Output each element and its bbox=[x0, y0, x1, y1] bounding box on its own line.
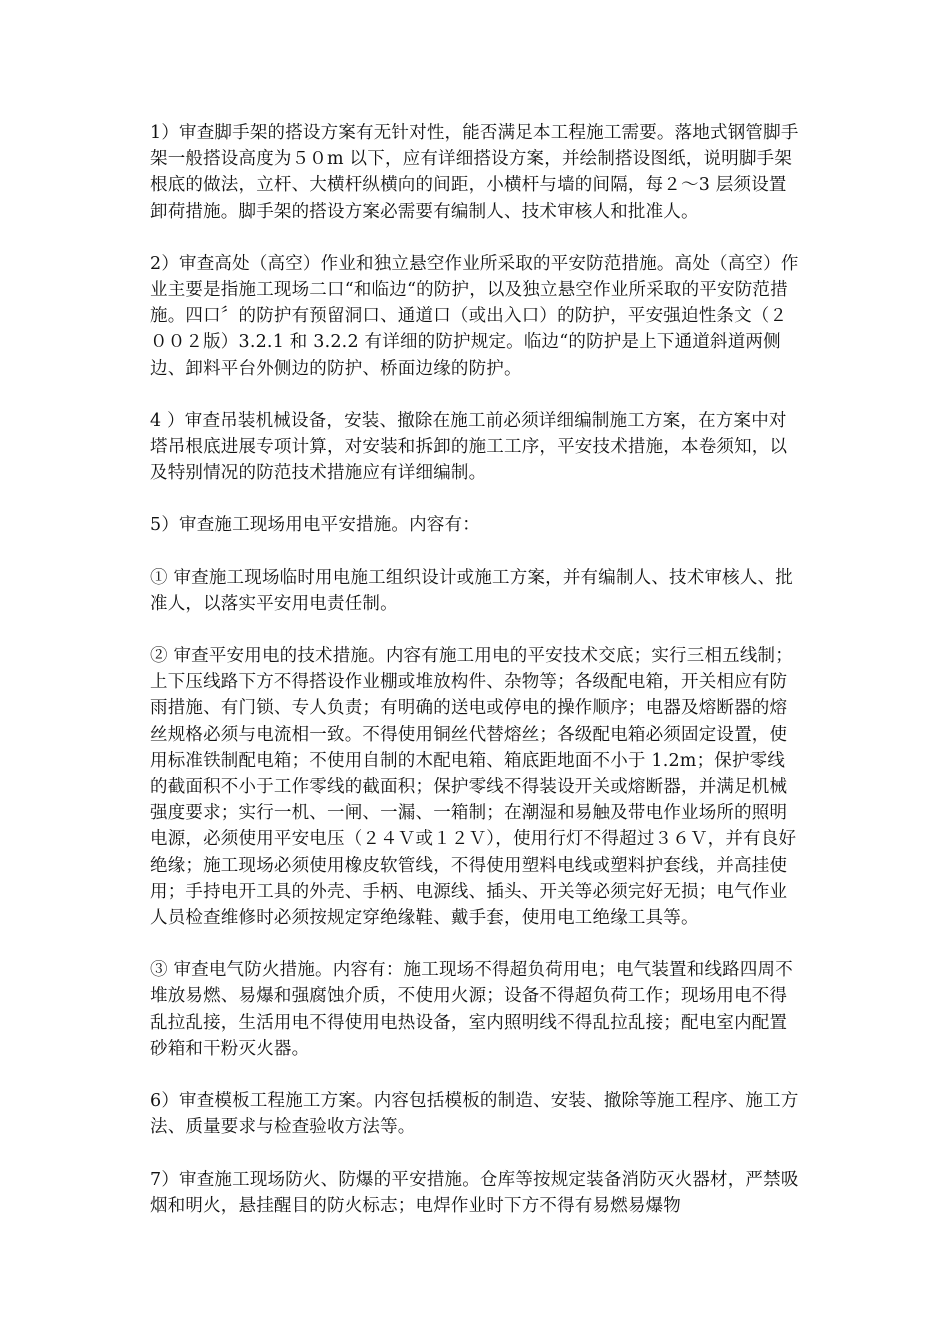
paragraph-high-altitude: 2）审查高处（高空）作业和独立悬空作业所采取的平安防范措施。高处（高空）作业主要是指施工现场二口“和临边“的防护，以及独立悬空作业所采取的平安防范措施。四口〞的防护有预留洞口、通道口（或出入口）的防护，平安强迫性条文（２００２版）3.2.1 和 3.2.2 有详细的防护规定。临边“的防护是上下通道斜道两侧边、卸料平台外侧边的防护、桥面边缘的防护。 bbox=[150, 253, 799, 379]
paragraph-formwork: 6）审查模板工程施工方案。内容包括模板的制造、安装、撤除等施工程序、施工方法、质量要求与检查验收方法等。 bbox=[150, 1091, 799, 1138]
paragraph-electrical-technical: ② 审查平安用电的技术措施。内容有施工用电的平安技术交底；实行三相五线制；上下压线路下方不得搭设作业棚或堆放构件、杂物等；各级配电箱，开关相应有防雨措施、有门锁、专人负责；有明确的送电或停电的操作顺序；电器及熔断器的熔丝规格必须与电流相一致。不得使用铜丝代替熔丝；各级配电箱必须固定设置，使用标准铁制配电箱；不使用自制的木配电箱、箱底距地面不小于 1.2m；保护零线的截面积不小于工作零线的截面积；保护零线不得装设开关或熔断器，并满足机械强度要求；实行一机、一闸、一漏、一箱制；在潮湿和易触及带电作业场所的照明电源，必须使用平安电压（２４Ｖ或１２Ｖ），使用行灯不得超过３６Ｖ，并有良好绝缘；施工现场必须使用橡皮软管线，不得使用塑料电线或塑料护套线，并高挂使用；手持电开工具的外壳、手柄、电源线、插头、开关等必须完好无损；电气作业人员检查维修时必须按规定穿绝缘鞋、戴手套，使用电工绝缘工具等。 bbox=[150, 646, 797, 929]
paragraph-electrical-fire: ③ 审查电气防火措施。内容有：施工现场不得超负荷用电；电气装置和线路四周不堆放易燃、易爆和强腐蚀介质，不使用火源；设备不得超负荷工作；现场用电不得乱拉乱接，生活用电不得使用电热设备，室内照明线不得乱拉乱接；配电室内配置砂箱和干粉灭火器。 bbox=[150, 960, 793, 1059]
paragraph-temporary-power: ① 审查施工现场临时用电施工组织设计或施工方案，并有编制人、技术审核人、批准人，以落实平安用电责任制。 bbox=[150, 567, 793, 614]
paragraph-fire-explosion: 7）审查施工现场防火、防爆的平安措施。仓库等按规定装备消防灭火器材，严禁吸烟和明火，悬挂醒目的防火标志；电焊作业时下方不得有易燃易爆物 bbox=[150, 1169, 799, 1216]
paragraph-electrical-safety-heading: 5）审查施工现场用电平安措施。内容有： bbox=[150, 515, 480, 536]
paragraph-lifting-machinery: 4 ）审查吊装机械设备，安装、撤除在施工前必须详细编制施工方案，在方案中对塔吊根底进展专项计算，对安装和拆卸的施工工序，平安技术措施，本卷须知，以及特别情况的防范技术措施应有详细编制。 bbox=[150, 410, 788, 484]
paragraph-scaffolding: 1）审查脚手架的搭设方案有无针对性，能否满足本工程施工需要。落地式钢管脚手架一般搭设高度为５０m 以下，应有详细搭设方案，并绘制搭设图纸，说明脚手架根底的做法，立杆、大横杆纵横向的间距，小横杆与墙的间隔，每２～3 层须设置卸荷措施。脚手架的搭设方案必需要有编制人、技术审核人和批准人。 bbox=[150, 123, 799, 222]
document-body bbox=[150, 120, 802, 1245]
